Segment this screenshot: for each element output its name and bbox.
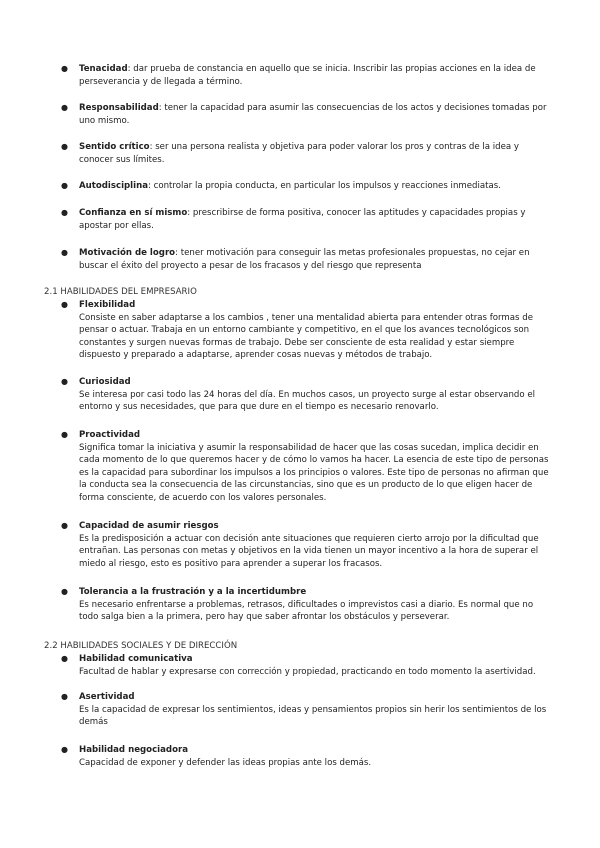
item-term: Motivación de logro (79, 248, 176, 258)
bullet-icon: ● (61, 521, 68, 530)
item-term: Tolerancia a la frustración y a la incertidumbre (79, 587, 307, 597)
list-item (61, 102, 549, 127)
item-term: Asertividad (79, 692, 135, 702)
item-text: Consiste en saber adaptarse a los cambios , tener una mentalidad abierta para entender otras formas de pensar o actuar. Trabaja en un entorno cambiante y competitivo, en el que los avances tecnológicos son constantes y surgen nuevas formas de trabajo. Debe ser consciente de esta realidad y estar siempre dispuesto y preparado a adaptarse, aprender cosas nuevas y métodos de trabajo. (79, 312, 533, 360)
bullet-icon: ● (61, 181, 68, 190)
list-item (61, 653, 549, 678)
bullet-icon: ● (61, 430, 68, 439)
item-text: : ser una persona realista y objetiva para poder valorar los pros y contras de la idea y conocer sus límites. (79, 142, 519, 165)
section-title: 2.2 HABILIDADES SOCIALES Y DE DIRECCIÓN (44, 641, 238, 651)
item-term: Habilidad negociadora (79, 745, 189, 755)
list-item (61, 247, 549, 272)
item-text: Es necesario enfrentarse a problemas, retrasos, dificultades o imprevistos casi a diario. Es normal que no todo salga bien a la primera, pero hay que saber afrontar los obstáculos y perseverar. (79, 599, 534, 622)
item-text: : dar prueba de constancia en aquello que se inicia. Inscribir las propias acciones en la idea de perseverancia y de llegada a término. (79, 64, 536, 87)
bullet-icon: ● (61, 745, 68, 754)
item-term: Capacidad de asumir riesgos (79, 521, 219, 531)
item-text: : prescribirse de forma positiva, conocer las aptitudes y capacidades propias y apostar por ellas. (79, 208, 526, 231)
item-text: Facultad de hablar y expresarse con corrección y propiedad, practicando en todo momento la asertividad. (79, 666, 536, 677)
item-text: Se interesa por casi todo las 24 horas del día. En muchos casos, un proyecto surge al estar observando el entorno y sus necesidades, que para que dure en el tiempo es necesario renovarlo. (79, 389, 536, 412)
list-item (61, 141, 549, 166)
bullet-icon: ● (61, 103, 68, 112)
bullet-icon: ● (61, 587, 68, 596)
list-item (61, 299, 549, 362)
item-text: : tener motivación para conseguir las metas profesionales propuestas, no cejar en buscar el éxito del proyecto a pesar de los fracasos y del riesgo que representa (79, 248, 530, 271)
list-item (61, 429, 549, 504)
bullet-icon: ● (61, 654, 68, 663)
item-text: Es la capacidad de expresar los sentimientos, ideas y pensamientos propios sin herir los sentimientos de los demás (79, 704, 547, 727)
item-term: Habilidad comunicativa (79, 654, 193, 664)
item-text: Significa tomar la iniciativa y asumir la responsabilidad de hacer que las cosas sucedan, implica decidir en cada momento de lo que queremos hacer y de cómo lo vamos ha hacer. La esencia de este tipo de personas es la capacidad para subordinar los impulsos a los principios o valores. Este tipo de personas no afirman que la conducta sea la consecuencia de las circunstancias, sino que es un producto de lo que eligen hacer de forma consciente, de acuerdo con los valores personales. (79, 442, 549, 503)
bullet-icon: ● (61, 64, 68, 73)
bullet-icon: ● (61, 248, 68, 257)
item-term: Confianza en sí mismo (79, 208, 188, 218)
list-item (61, 63, 549, 88)
list-item (61, 207, 549, 232)
list-item (61, 691, 549, 729)
item-term: Autodisciplina (79, 181, 148, 191)
item-text: : controlar la propia conducta, en particular los impulsos y reacciones inmediatas. (148, 181, 501, 191)
item-text: Es la predisposición a actuar con decisión ante situaciones que requieren cierto arrojo por la dificultad que entrañan. Las personas con metas y objetivos en la vida tienen un mayor incentivo a la hora de superar el miedo al riesgo, esto es positivo para aprender a superar los fracasos. (79, 533, 539, 569)
bullet-icon: ● (61, 300, 68, 309)
bullet-icon: ● (61, 692, 68, 701)
list-item (61, 744, 549, 769)
list-item (61, 180, 549, 193)
item-term: Proactividad (79, 430, 141, 440)
item-text: : tener la capacidad para asumir las consecuencias de los actos y decisiones tomadas por uno mismo. (79, 103, 547, 126)
item-term: Sentido crítico (79, 142, 150, 152)
list-item (61, 520, 549, 570)
item-term: Responsabilidad (79, 103, 159, 113)
item-term: Curiosidad (79, 377, 131, 387)
list-item (61, 376, 549, 414)
item-text: Capacidad de exponer y defender las ideas propias ante los demás. (79, 757, 372, 768)
bullet-icon: ● (61, 142, 68, 151)
bullet-icon: ● (61, 377, 68, 386)
list-item (61, 586, 549, 624)
bullet-icon: ● (61, 208, 68, 217)
item-term: Flexibilidad (79, 300, 136, 310)
item-term: Tenacidad (79, 64, 128, 74)
section-title: 2.1 HABILIDADES DEL EMPRESARIO (44, 287, 197, 297)
